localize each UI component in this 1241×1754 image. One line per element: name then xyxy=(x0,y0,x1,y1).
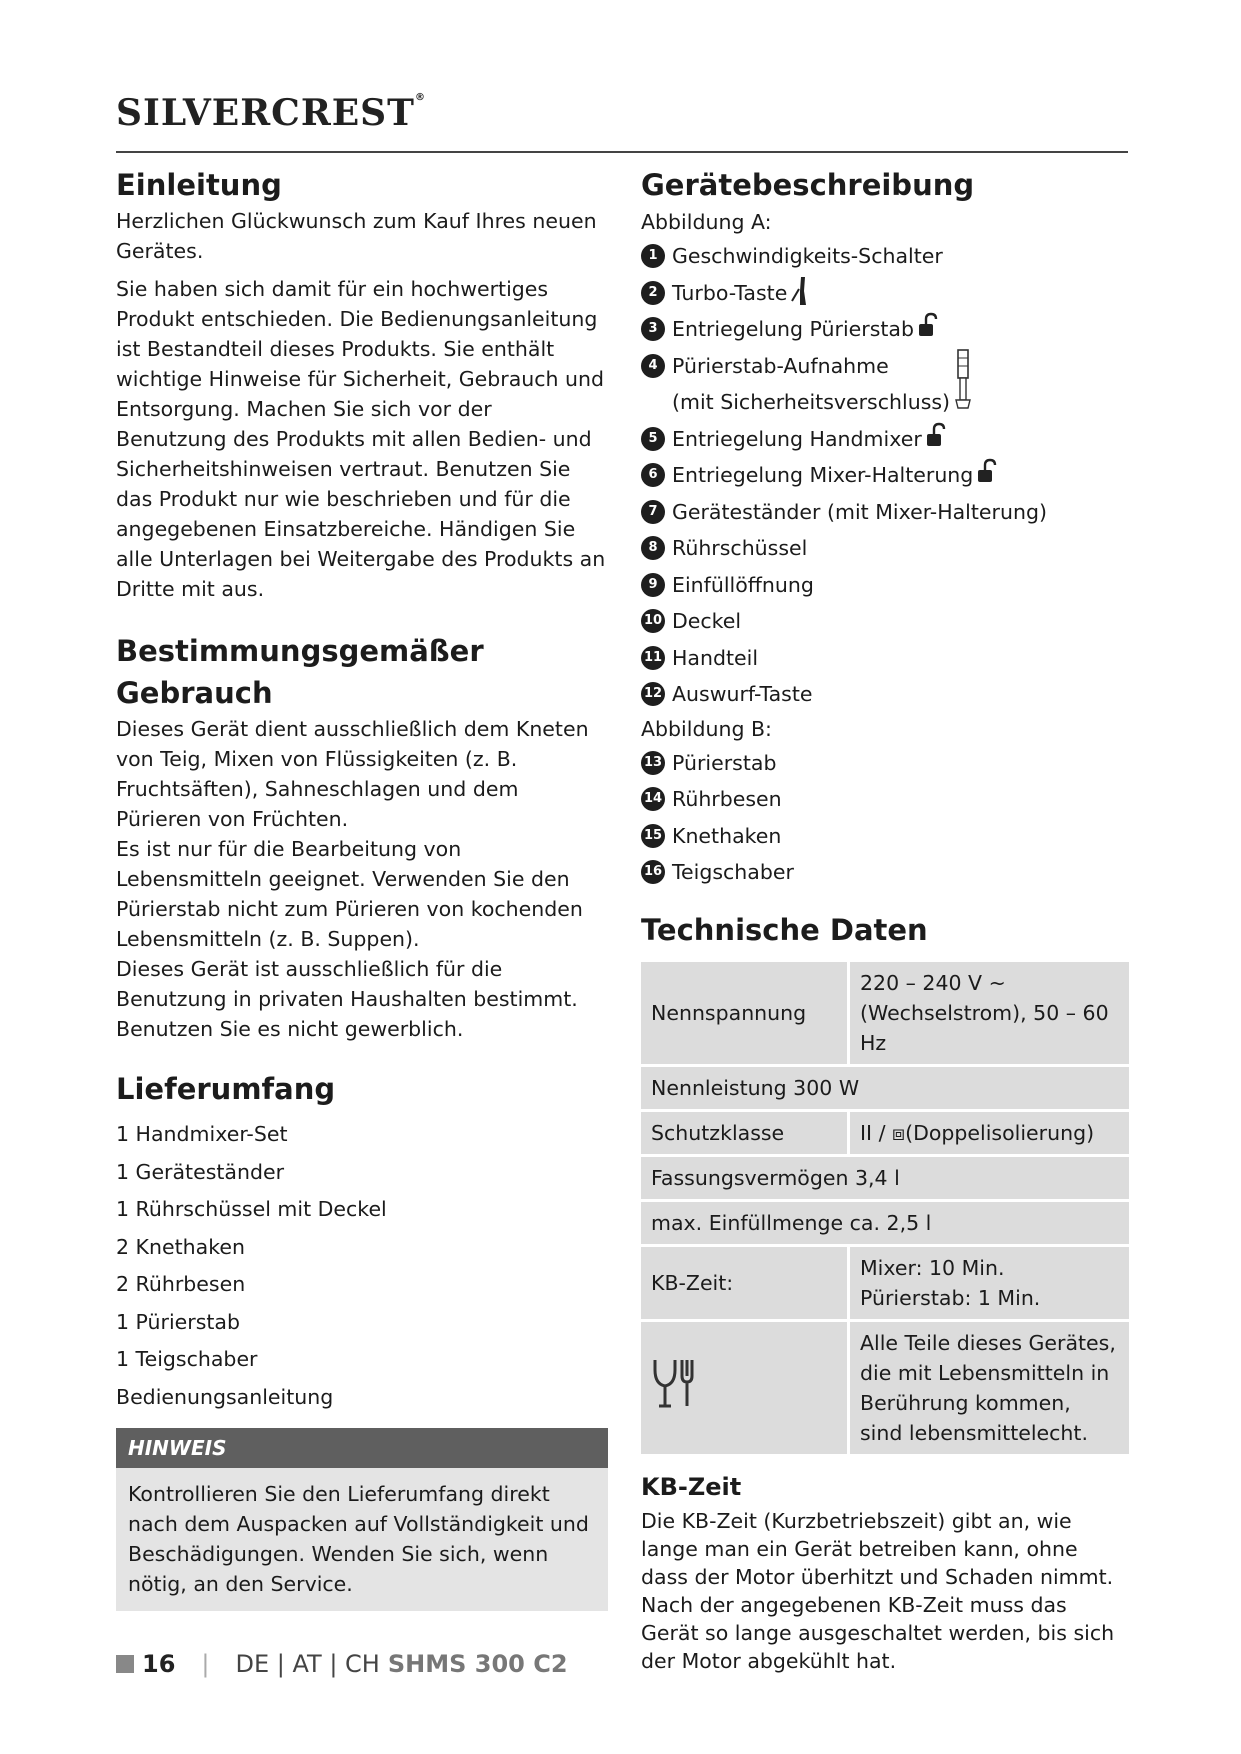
part-number: 11 xyxy=(641,646,665,670)
table-row xyxy=(641,1112,1129,1154)
part-number: 5 xyxy=(641,427,665,451)
list-item xyxy=(641,854,1129,891)
part-label: Entriegelung Pürierstab xyxy=(672,317,915,341)
left-column xyxy=(116,164,608,1611)
list-item: 1 Pürierstab xyxy=(116,1309,241,1334)
part-label: Geräteständer (mit Mixer-Halterung) xyxy=(672,499,1047,524)
header-rule xyxy=(116,151,1128,153)
tech-full: Nennleistung 300 W xyxy=(641,1067,1129,1109)
tech-value: Mixer: 10 Min. Pürierstab: 1 Min. xyxy=(850,1247,1129,1319)
description-heading: Gerätebeschreibung xyxy=(641,168,975,202)
list-item xyxy=(641,603,1129,640)
part-number: 7 xyxy=(641,500,665,524)
kb-heading: KB-Zeit xyxy=(641,1472,742,1501)
part-label: Turbo-Taste xyxy=(672,280,788,305)
list-item xyxy=(641,275,1129,312)
list-item xyxy=(641,818,1129,855)
list-item: 1 Geräteständer xyxy=(116,1159,285,1184)
part-number: 3 xyxy=(641,317,665,341)
part-number: 8 xyxy=(641,536,665,560)
figure-a-label: Abbildung A: xyxy=(641,210,772,234)
list-item xyxy=(641,494,1129,531)
list-item xyxy=(641,745,1129,782)
usage-heading: Bestimmungsgemäßer Gebrauch xyxy=(116,634,484,710)
footer-langs: DE | AT | CH xyxy=(235,1650,380,1678)
footer-separator: | xyxy=(201,1650,210,1678)
part-number: 4 xyxy=(641,354,665,378)
tech-heading: Technische Daten xyxy=(641,912,928,947)
table-row xyxy=(641,1202,1129,1244)
part-number: 16 xyxy=(641,860,665,884)
usage-paragraph-2: Es ist nur für die Bearbeitung von Lebensmitteln geeignet. Verwenden Sie den Pürierstab nicht zum Pürieren von kochenden Lebensmitteln (z. B. Suppen). xyxy=(116,837,583,951)
part-number: 10 xyxy=(641,609,665,633)
tech-key: KB-Zeit: xyxy=(641,1247,847,1319)
tech-value: Alle Teile dieses Gerätes, die mit Lebensmitteln in Berührung kommen, sind lebensmittelecht. xyxy=(850,1322,1129,1454)
list-item xyxy=(641,781,1129,818)
list-item xyxy=(641,567,1129,604)
list-item xyxy=(641,421,1129,458)
part-number: 2 xyxy=(641,281,665,305)
list-item xyxy=(641,676,1129,713)
part-number: 6 xyxy=(641,463,665,487)
note-title: HINWEIS xyxy=(116,1428,608,1468)
part-label: Pürierstab xyxy=(672,750,777,775)
part-label: Handteil xyxy=(672,645,759,670)
turbo-icon xyxy=(789,275,809,307)
list-item xyxy=(641,457,1129,494)
tech-table xyxy=(638,959,1132,1457)
intro-paragraph-2: Sie haben sich damit für ein hochwertiges Produkt entschieden. Die Bedienungsanleitung ist Bestandteil dieses Produkts. Sie enthält wichtige Hinweise für Sicherheit, Gebrauch und Entsorgung. Machen Sie sich vor der Benutzung des Produkts mit allen Bedien- und Sicherheitshinweisen vertraut. Benutzen Sie das Produkt nur wie beschrieben und für die angegebenen Einsatzbereiche. Händigen Sie alle Unterlagen bei Weitergabe des Produkts an Dritte mit aus. xyxy=(116,277,606,601)
part-label: Teigschaber xyxy=(672,860,794,884)
table-row xyxy=(641,1247,1129,1319)
parts-list-a xyxy=(641,238,1129,713)
table-row xyxy=(641,962,1129,1064)
food-safe-icon xyxy=(641,1322,847,1454)
parts-list-b xyxy=(641,745,1129,891)
intro-paragraph-1: Herzlichen Glückwunsch zum Kauf Ihres neuen Gerätes. xyxy=(116,209,597,263)
scope-list xyxy=(116,1116,608,1416)
tech-full: Fassungsvermögen 3,4 l xyxy=(641,1157,1129,1199)
kb-text: Die KB-Zeit (Kurzbetriebszeit) gibt an, wie lange man ein Gerät betreiben kann, ohne dass der Motor überhitzt und Schaden nimmt. Nach der angegebenen KB-Zeit muss das Gerät so lange ausgeschaltet werden, bis sich der Motor abgekühlt hat. xyxy=(641,1508,1115,1673)
part-label: Rührschüssel xyxy=(672,536,808,560)
part-number: 1 xyxy=(641,244,665,268)
brand-logo: SILVERCREST® xyxy=(116,92,426,134)
unlock-icon xyxy=(975,457,1003,485)
list-item: 1 Rührschüssel mit Deckel xyxy=(116,1197,387,1221)
list-item xyxy=(641,238,1129,275)
part-number: 9 xyxy=(641,573,665,597)
intro-heading: Einleitung xyxy=(116,168,282,202)
note-text: Kontrollieren Sie den Lieferumfang direkt nach dem Auspacken auf Vollständigkeit und Beschädigungen. Wenden Sie sich, wenn nötig, an den Service. xyxy=(128,1482,589,1596)
list-item xyxy=(641,348,1129,421)
part-label: Entriegelung Handmixer xyxy=(672,426,922,451)
footer xyxy=(116,1650,568,1678)
tech-key: Schutzklasse xyxy=(641,1112,847,1154)
tech-key: Nennspannung xyxy=(641,962,847,1064)
unlock-icon xyxy=(916,311,944,339)
list-item: 1 Handmixer-Set xyxy=(116,1122,288,1146)
part-number: 14 xyxy=(641,787,665,811)
tech-value: II / ⧈(Doppelisolierung) xyxy=(850,1112,1129,1154)
list-item xyxy=(641,311,1129,348)
part-number: 15 xyxy=(641,824,665,848)
figure-b-label: Abbildung B: xyxy=(641,716,772,741)
part-number: 12 xyxy=(641,682,665,706)
usage-paragraph-3: Dieses Gerät ist ausschließlich für die Benutzung in privaten Haushalten bestimmt. Benutzen Sie es nicht gewerblich. xyxy=(116,957,578,1041)
list-item: 2 Rührbesen xyxy=(116,1272,246,1296)
page-number: 16 xyxy=(142,1650,176,1678)
part-label: Geschwindigkeits-Schalter xyxy=(672,244,943,268)
table-row xyxy=(641,1322,1129,1454)
part-number: 13 xyxy=(641,751,665,775)
list-item: 2 Knethaken xyxy=(116,1234,245,1259)
scope-heading: Lieferumfang xyxy=(116,1072,336,1106)
list-item xyxy=(641,640,1129,677)
part-label: Knethaken xyxy=(672,823,782,848)
part-label: Rührbesen xyxy=(672,787,782,811)
usage-paragraph-1: Dieses Gerät dient ausschließlich dem Kneten von Teig, Mixen von Flüssigkeiten (z. B. Fruchtsäften), Sahneschlagen und dem Pürieren von Früchten. xyxy=(116,717,589,831)
tech-full: max. Einfüllmenge ca. 2,5 l xyxy=(641,1202,1129,1244)
list-item: Bedienungsanleitung xyxy=(116,1384,334,1409)
part-label: Entriegelung Mixer-Halterung xyxy=(672,463,974,487)
table-row xyxy=(641,1067,1129,1109)
footer-square xyxy=(116,1655,134,1673)
blender-attachment-icon xyxy=(952,348,974,410)
part-label: Auswurf-Taste xyxy=(672,682,813,706)
part-label: Pürierstab-Aufnahme (mit Sicherheitsverschluss) xyxy=(672,353,951,414)
part-label: Deckel xyxy=(672,609,742,633)
unlock-icon xyxy=(924,421,952,449)
part-label: Einfüllöffnung xyxy=(672,572,814,597)
tech-value: 220 – 240 V ~ (Wechselstrom), 50 – 60 Hz xyxy=(850,962,1129,1064)
right-column xyxy=(641,164,1129,1675)
table-row xyxy=(641,1157,1129,1199)
list-item xyxy=(641,530,1129,567)
list-item: 1 Teigschaber xyxy=(116,1347,258,1371)
note-box xyxy=(116,1428,608,1611)
footer-model: SHMS 300 C2 xyxy=(387,1650,568,1678)
